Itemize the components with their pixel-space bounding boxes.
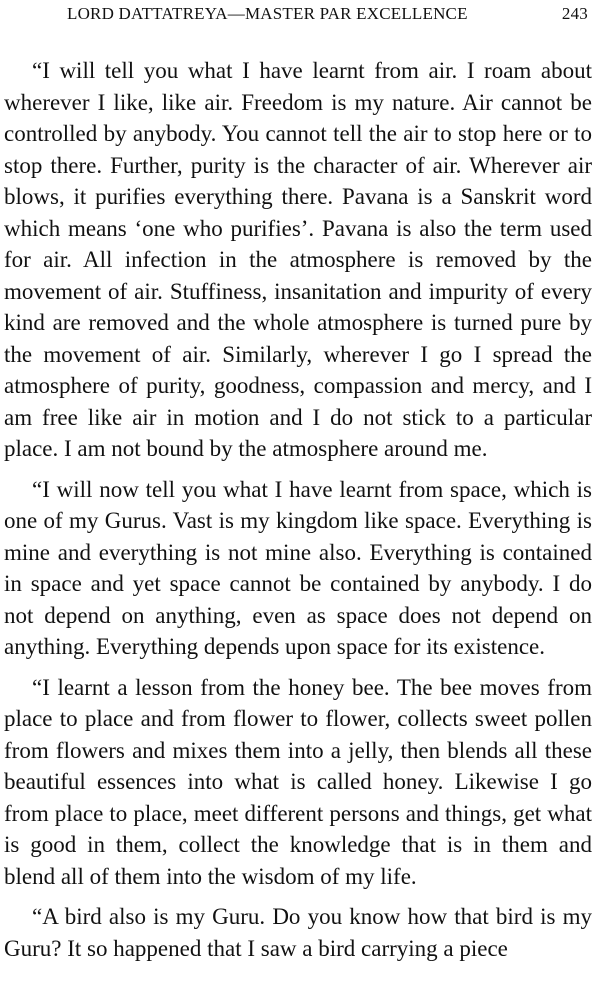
- paragraph-air: “I will tell you what I have learnt from air. I roam about wherever I like, like air. Freedom is my nature. Air cannot be controlled by anybody. You cannot tell the air to stop here or to stop there. Further, purity is the character of air. Wherever air blows, it purifies everything there. Pavana is a Sanskrit word which means ‘one who purifies’. Pavana is also the term used for air. All infection in the atmosphere is removed by the movement of air. Stuffiness, insanitation and impurity of every kind are removed and the whole atmosphere is turned pure by the movement of air. Similarly, wherever I go I spread the atmosphere of purity, goodness, compassion and mercy, and I am free like air in motion and I do not stick to a particular place. I am not bound by the atmosphere around me.: [4, 58, 592, 461]
- paragraph-honey-bee: “I learnt a lesson from the honey bee. The bee moves from place to place and from flower to flower, collects sweet pollen from flowers and mixes them into a jelly, then blends all these beautiful essences into what is called honey. Likewise I go from place to place, meet different persons and things, get what is good in them, collect the knowledge that is in them and blend all of them into the wisdom of my life.: [4, 674, 592, 889]
- paragraph-space: “I will now tell you what I have learnt from space, which is one of my Gurus. Vast is my kingdom like space. Everything is mine and everything is not mine also. Everything is contained in space and yet space cannot be contained by anybody. I do not depend on anything, even as space does not depend on anything. Everything depends upon space for its existence.: [4, 476, 592, 659]
- paragraph-bird: “A bird also is my Guru. Do you know how that bird is my Guru? It so happened that I saw a bird carrying a piece: [4, 904, 592, 961]
- body-text: [4, 55, 592, 964]
- running-title: LORD DATTATREYA—MASTER PAR EXCELLENCE: [67, 4, 468, 23]
- page-number: 243: [561, 4, 588, 23]
- running-header: [4, 0, 592, 30]
